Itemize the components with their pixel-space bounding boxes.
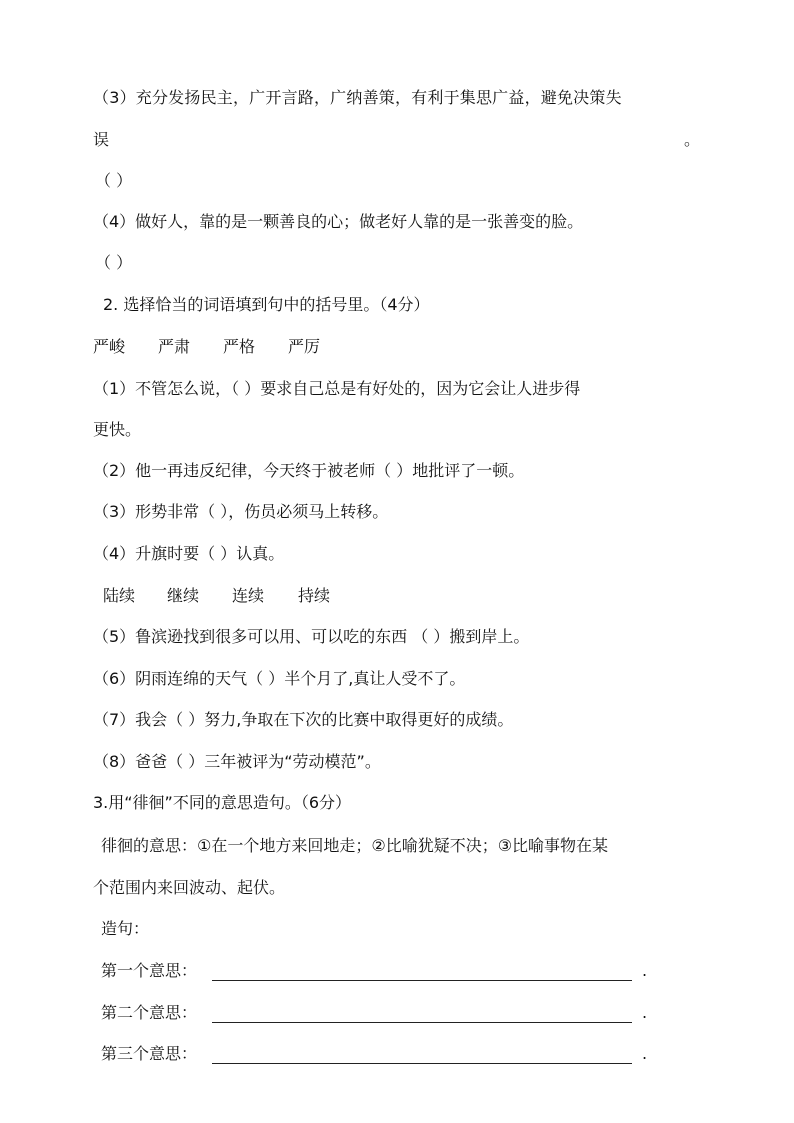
- q2-sentence-5: （5）鲁滨逊找到很多可以用、可以吃的东西 （ ）搬到岸上。: [93, 627, 530, 646]
- answer-line[interactable]: [212, 1063, 632, 1064]
- q2-title: 2. 选择恰当的词语填到句中的括号里。（4分）: [103, 295, 430, 314]
- q2-sentence-4: （4）升旗时要（ ）认真。: [93, 544, 285, 563]
- q2-sentence-1-line2: 更快。: [93, 420, 142, 439]
- q1-item3-line1: （3）充分发扬民主，广开言路，广纳善策，有利于集思广益，避免决策失: [93, 88, 622, 107]
- word-option: 严峻: [93, 337, 126, 356]
- q2-sentence-1-line1: （1）不管怎么说，（ ）要求自己总是有好处的，因为它会让人进步得: [93, 379, 581, 398]
- q1-item4: （4）做好人，靠的是一颗善良的心；做老好人靠的是一张善变的脸。: [93, 212, 584, 231]
- q2-sentence-6: （6）阴雨连绵的天气（ ）半个月了,真让人受不了。: [93, 669, 466, 688]
- answer-end: .: [642, 1044, 648, 1063]
- q3-answer-row-3: [101, 1044, 661, 1066]
- q2-sentence-2: （2）他一再违反纪律，今天终于被老师（ ）地批评了一顿。: [93, 461, 525, 480]
- q1-item3-line2-start: 误: [93, 130, 110, 149]
- word-option: 陆续: [103, 586, 136, 605]
- word-option: 持续: [298, 586, 331, 605]
- answer-label: 第一个意思：: [101, 961, 198, 980]
- answer-label: 第三个意思：: [101, 1044, 198, 1063]
- q3-meaning-line1: 徘徊的意思：①在一个地方来回地走；②比喻犹疑不决；③比喻事物在某: [101, 836, 609, 855]
- answer-line[interactable]: [212, 1022, 632, 1023]
- word-option: 继续: [167, 586, 200, 605]
- q2-sentence-7: （7）我会（ ）努力,争取在下次的比赛中取得更好的成绩。: [93, 710, 514, 729]
- answer-end: .: [642, 1003, 648, 1022]
- word-option: 严格: [223, 337, 256, 356]
- q3-make-sentence-label: 造句：: [101, 919, 150, 938]
- word-option: 连续: [232, 586, 265, 605]
- q3-meaning-line2: 个范围内来回波动、起伏。: [93, 878, 286, 897]
- answer-line[interactable]: [212, 980, 632, 981]
- q1-item3-answer-blank[interactable]: （ ）: [95, 171, 133, 190]
- q2-sentence-3: （3）形势非常（ ），伤员必须马上转移。: [93, 502, 389, 521]
- word-option: 严厉: [288, 337, 321, 356]
- q1-item3-line2-end: 。: [684, 130, 701, 149]
- answer-label: 第二个意思：: [101, 1003, 198, 1022]
- q3-answer-row-1: [101, 961, 661, 983]
- q1-item4-answer-blank[interactable]: （ ）: [95, 253, 133, 272]
- q2-sentence-8: （8）爸爸（ ）三年被评为“劳动模范”。: [93, 752, 381, 771]
- q3-answer-row-2: [101, 1003, 661, 1025]
- word-option: 严肃: [158, 337, 191, 356]
- answer-end: .: [642, 961, 648, 980]
- q3-title: 3.用“徘徊”不同的意思造句。（6分）: [93, 793, 352, 812]
